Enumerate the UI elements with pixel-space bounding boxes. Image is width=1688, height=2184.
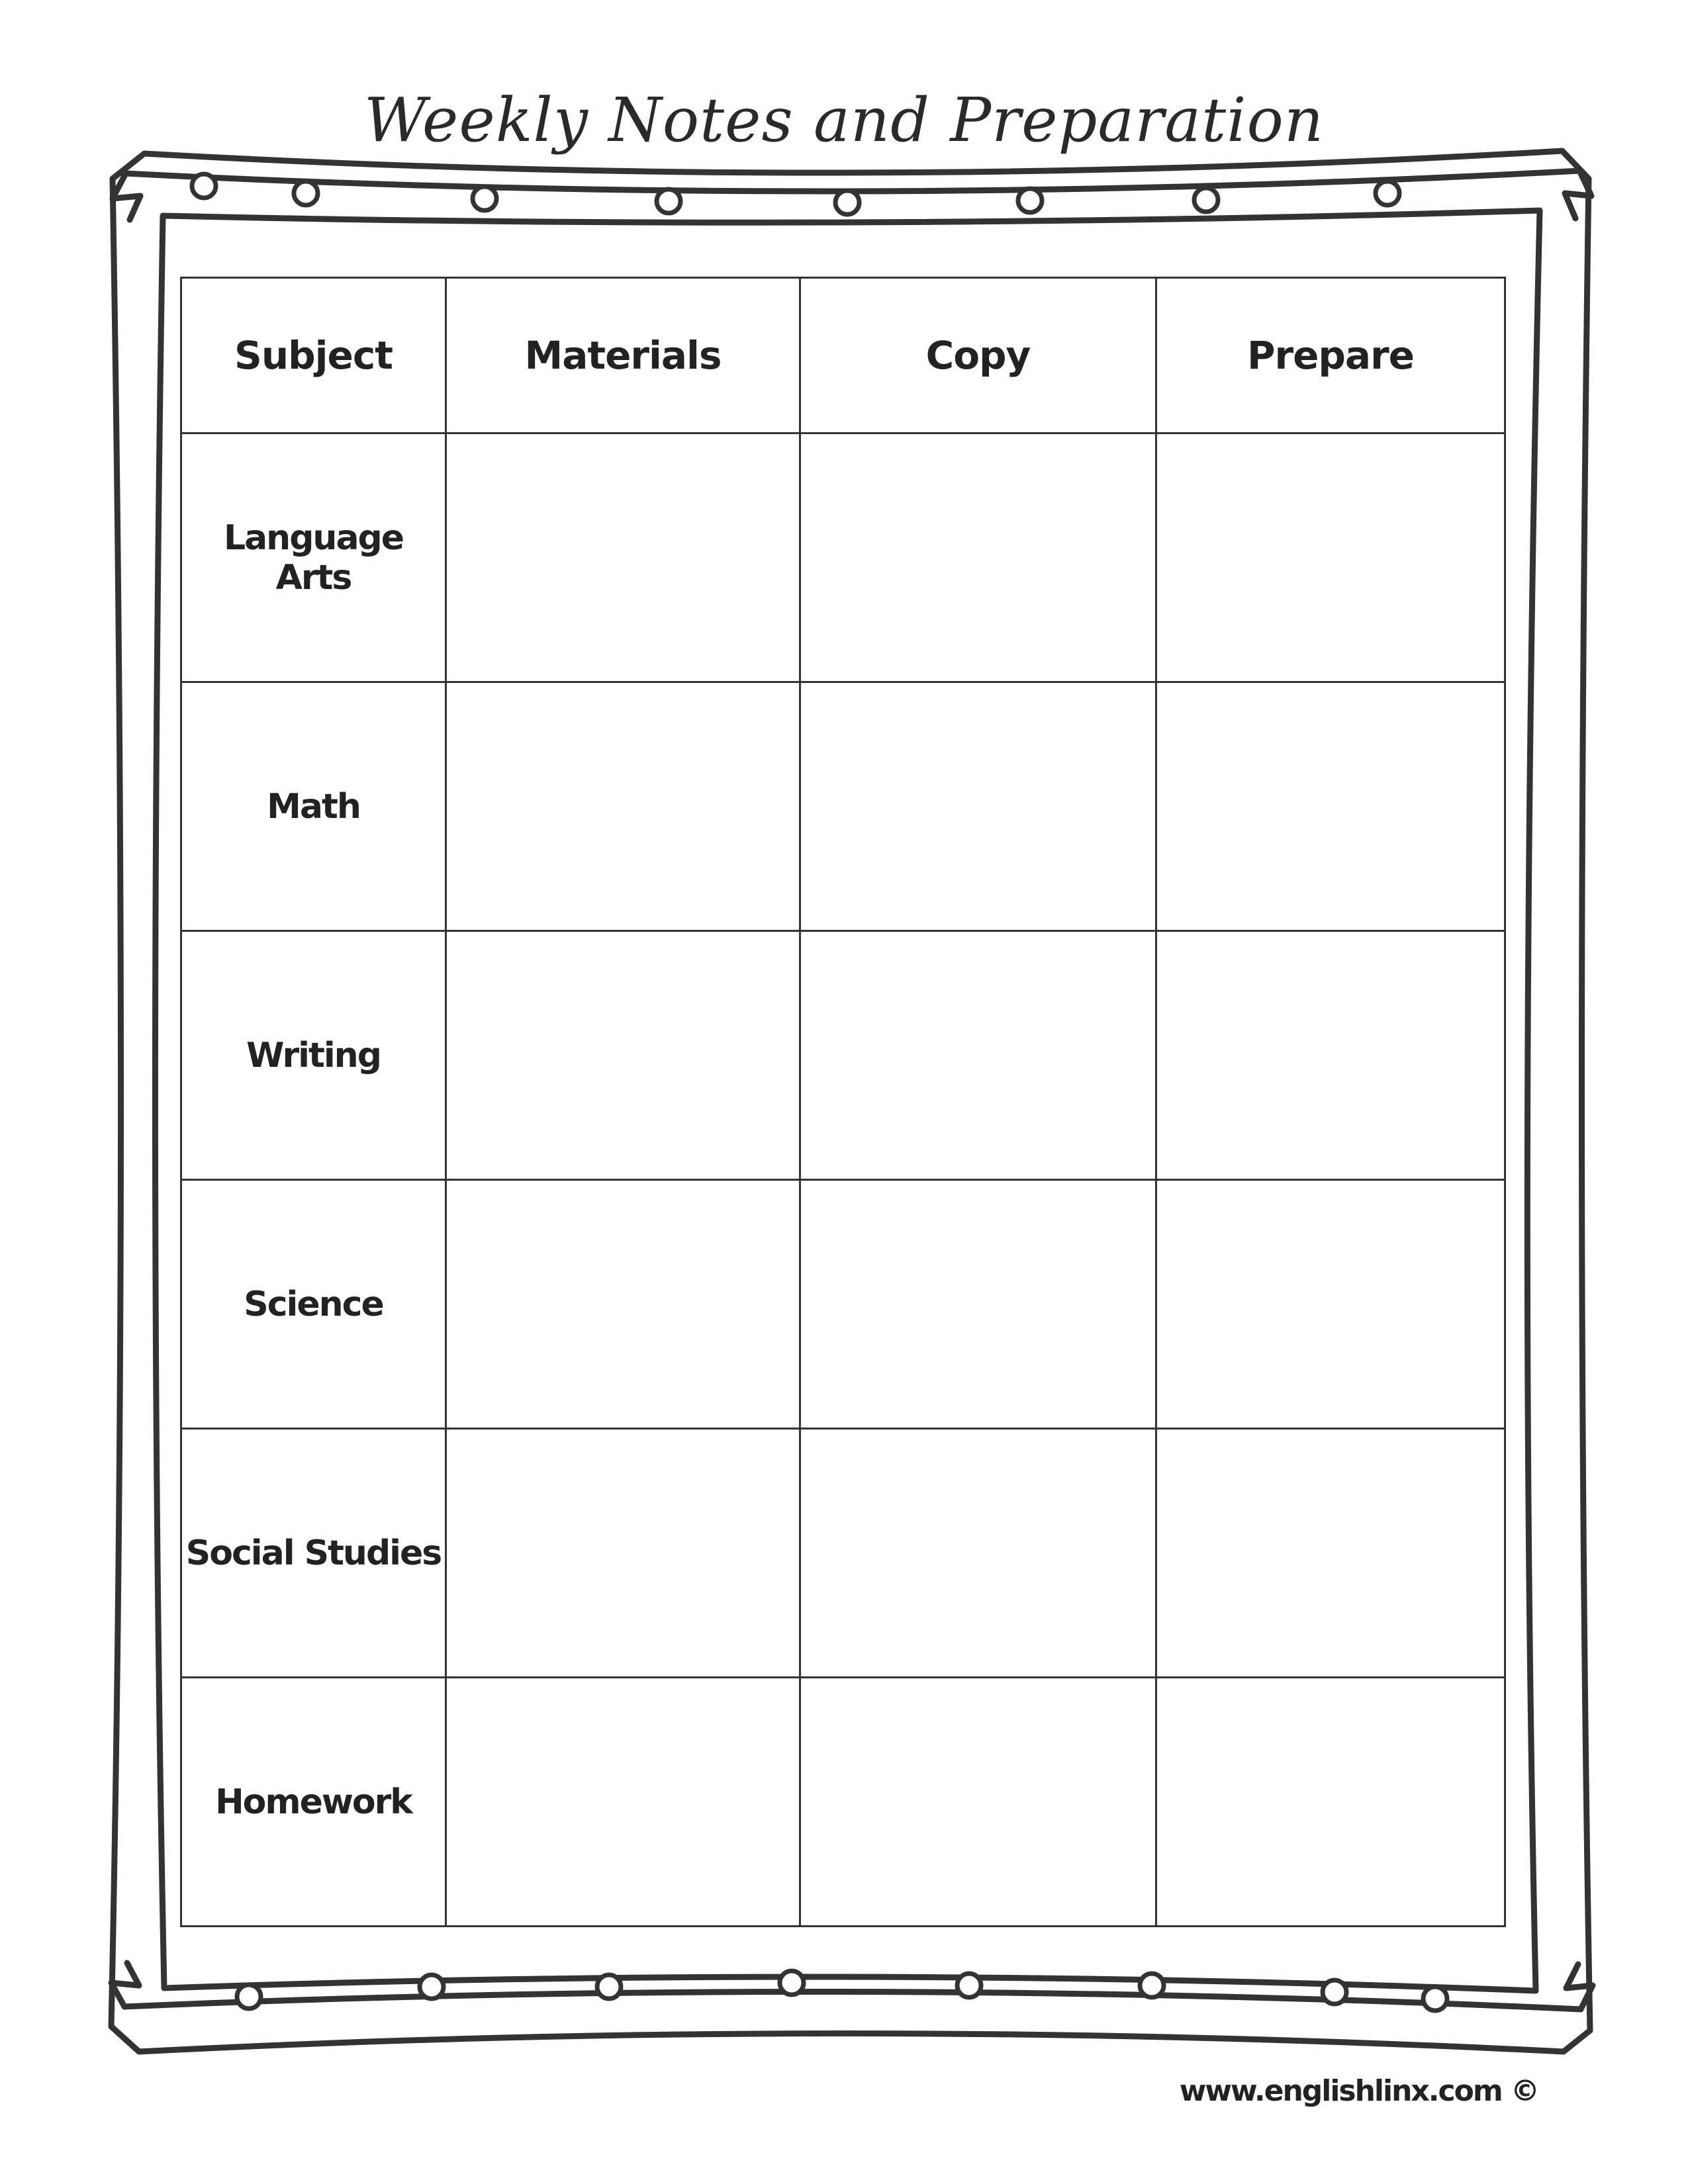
table-row <box>181 682 1505 931</box>
footer-credit: www.englishlinx.com © <box>1179 2074 1538 2108</box>
copy-cell[interactable] <box>800 931 1156 1180</box>
copy-cell[interactable] <box>800 1180 1156 1429</box>
subject-math: Math <box>181 682 446 931</box>
materials-cell[interactable] <box>446 682 800 931</box>
materials-cell[interactable] <box>446 1678 800 1927</box>
subject-science: Science <box>181 1180 446 1429</box>
header-copy: Copy <box>800 278 1156 433</box>
table-row <box>181 931 1505 1180</box>
prepare-cell[interactable] <box>1156 682 1505 931</box>
table-row <box>181 433 1505 682</box>
page-title: Weekly Notes and Preparation <box>363 85 1325 156</box>
header-subject: Subject <box>181 278 446 433</box>
header-prepare: Prepare <box>1156 278 1505 433</box>
materials-cell[interactable] <box>446 433 800 682</box>
subject-homework: Homework <box>181 1678 446 1927</box>
prepare-cell[interactable] <box>1156 931 1505 1180</box>
table-row <box>181 1180 1505 1429</box>
notes-table <box>180 277 1506 1927</box>
subject-social-studies: Social Studies <box>181 1429 446 1678</box>
prepare-cell[interactable] <box>1156 1180 1505 1429</box>
prepare-cell[interactable] <box>1156 1678 1505 1927</box>
prepare-cell[interactable] <box>1156 433 1505 682</box>
copy-cell[interactable] <box>800 682 1156 931</box>
materials-cell[interactable] <box>446 931 800 1180</box>
subject-language-arts: Language Arts <box>181 433 446 682</box>
copy-cell[interactable] <box>800 1678 1156 1927</box>
prepare-cell[interactable] <box>1156 1429 1505 1678</box>
copy-cell[interactable] <box>800 1429 1156 1678</box>
materials-cell[interactable] <box>446 1180 800 1429</box>
header-materials: Materials <box>446 278 800 433</box>
table-row <box>181 1678 1505 1927</box>
materials-cell[interactable] <box>446 1429 800 1678</box>
subject-writing: Writing <box>181 931 446 1180</box>
copy-cell[interactable] <box>800 433 1156 682</box>
table-header-row <box>181 278 1505 433</box>
table-row <box>181 1429 1505 1678</box>
